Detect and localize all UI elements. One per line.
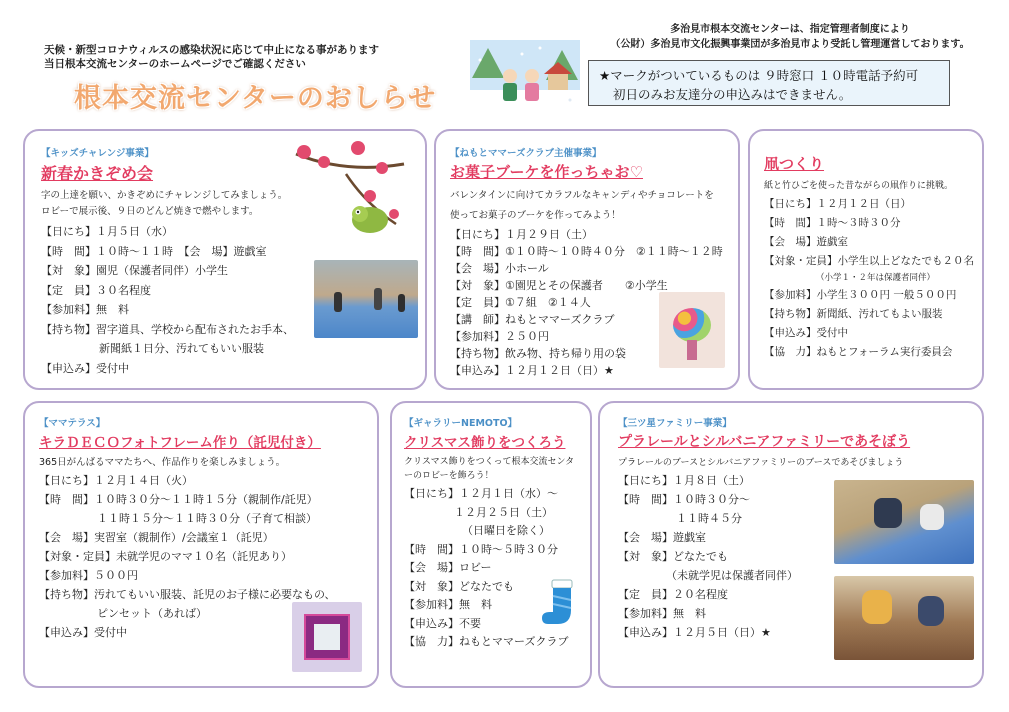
card-title: お菓子ブーケを作っちゃお♡ <box>450 163 643 181</box>
card-desc-1: プラレールのブースとシルバニアファミリーのブースであそびましょう <box>618 458 904 468</box>
card-title: 新春かきぞめ会 <box>41 164 154 183</box>
info-row: （未就学児は保護者同伴） <box>666 569 798 582</box>
info-row: １１時１５分～１１時３０分（子育て相談） <box>97 512 317 525</box>
info-row: 【協 力】ねもとママーズクラブ <box>404 635 569 648</box>
info-row: 【申込み】１２月５日（日）★ <box>618 626 771 639</box>
info-row: 【申込み】受付中 <box>764 327 848 339</box>
card-desc-1: バレンタインに向けてカラフルなキャンディやチョコレートを <box>450 190 714 201</box>
plum-blossom-bird-illustration <box>286 134 410 249</box>
deco-frame-photo <box>292 602 362 672</box>
info-row: 【時 間】１０時～１１時 【会 場】遊戯室 <box>41 244 267 258</box>
management-line-2: （公財）多治見市文化振興事業団が多治見市より受託し管理運営しております。 <box>610 39 970 50</box>
info-row: 【日にち】１月２９日（土） <box>450 228 593 241</box>
page-title: 根本交流センターのおしらせ <box>74 83 437 114</box>
info-row: 【講 師】ねもとママーズクラブ <box>450 313 615 326</box>
info-row: 【会 場】ロビー <box>404 561 492 574</box>
management-notice <box>580 22 1000 52</box>
info-row: 【参加料】５００円 <box>39 569 138 582</box>
card-title: 凧つくり <box>764 155 825 173</box>
plarail-play-photo <box>834 480 974 564</box>
info-row: 【参加料】無 料 <box>41 303 129 316</box>
info-row: 【定 員】①７組 ②１４人 <box>450 296 591 309</box>
card-kite-making <box>748 129 984 390</box>
info-row: 【時 間】①１０時～１０時４０分 ②１１時～１２時 <box>450 245 723 258</box>
info-row: 【定 員】３０名程度 <box>41 283 151 297</box>
notice-line-1: 天候・新型コロナウィルスの感染状況に応じて中止になる事があります <box>44 44 380 56</box>
info-note: （小学１・２年は保護者同伴） <box>816 273 936 283</box>
card-tag: 【三ツ星ファミリー事業】 <box>618 418 732 429</box>
info-row: １２月２５日（土） <box>454 505 553 519</box>
card-desc-1: 紙と竹ひごを使った昔ながらの凧作りに挑戦。 <box>764 181 954 191</box>
card-tag: 【キッズチャレンジ事業】 <box>41 148 154 159</box>
info-row: 【持ち物】汚れてもいい服装、託児のお子様に必要なもの、 <box>39 588 336 601</box>
info-row: 【対象・定員】小学生以上どなたでも２０名 <box>764 255 974 267</box>
info-row: 【会 場】遊戯室 <box>618 531 706 544</box>
info-row: 【時 間】１時～３時３０分 <box>764 217 901 229</box>
card-desc-2: 使ってお菓子のブーケを作ってみよう！ <box>450 210 621 221</box>
info-row: 【対 象】園児（保護者同伴）小学生 <box>41 264 228 277</box>
info-row: 【対 象】どなたでも <box>618 550 728 563</box>
info-row: 【対 象】①園児とその保護者 ②小学生 <box>450 279 668 292</box>
card-desc-1: 365日がんばるママたちへ、作品作りを楽しみましょう。 <box>39 457 286 468</box>
winter-children-illustration <box>470 40 580 116</box>
info-row: 【会 場】遊戯室 <box>764 236 848 248</box>
info-row: 【参加料】無 料 <box>618 607 706 620</box>
management-line-1: 多治見市根本交流センターは、指定管理者制度により <box>670 24 910 35</box>
card-desc-2: ロビーで展示後、９日のどんど焼きで燃やします。 <box>41 206 259 217</box>
info-row: 【日にち】１月８日（土） <box>618 474 750 487</box>
info-row: 【持ち物】習字道具、学校から配布されたお手本、 <box>41 322 294 336</box>
info-row: 【参加料】小学生３００円 一般５００円 <box>764 289 957 301</box>
card-title: クリスマス飾りをつくろう <box>404 435 566 451</box>
info-row: 【協 力】ねもとフォーラム実行委員会 <box>764 346 953 358</box>
info-row: 【申込み】受付中 <box>41 361 129 375</box>
info-row: 【参加料】２５０円 <box>450 330 549 343</box>
card-tag: 【ねもとママーズクラブ主催事業】 <box>450 148 602 159</box>
info-row: ピンセット（あれば） <box>97 607 207 620</box>
info-row: 【日にち】１２月１４日（火） <box>39 474 193 487</box>
info-row: １１時４５分 <box>676 512 742 525</box>
info-row: 【参加料】無 料 <box>404 598 492 611</box>
notice-line-2: 当日根本交流センターのホームページでご確認ください <box>44 58 306 70</box>
info-row: 【申込み】１２月１２日（日）★ <box>450 364 614 377</box>
card-tag: 【ギャラリーNEMOTO】 <box>404 418 518 429</box>
info-row: 【日にち】１月５日（水） <box>41 225 173 238</box>
notice <box>44 43 379 71</box>
card-desc-1: クリスマス飾りをつくって根本交流センタ <box>404 457 575 467</box>
card-title: キラＤＥＣＯフォトフレーム作り（託児付き） <box>39 435 321 451</box>
info-row: 【対象・定員】未就学児のママ１０名（託児あり） <box>39 550 292 563</box>
info-row: 【申込み】受付中 <box>39 626 127 639</box>
info-row: 【日にち】１２月１日（水）～ <box>404 487 558 500</box>
candy-bouquet-photo <box>659 292 725 368</box>
sylvanian-play-photo <box>834 576 974 660</box>
info-row: 新聞紙１日分、汚れてもいい服装 <box>99 342 264 355</box>
info-row: 【会 場】小ホール <box>450 262 549 275</box>
info-row: 【日にち】１２月１２日（日） <box>764 198 911 210</box>
info-row: 【持ち物】飲み物、持ち帰り用の袋 <box>450 347 626 360</box>
info-row: 【時 間】１０時３０分～１１時１５分（親制作/託児） <box>39 493 318 506</box>
info-row: 【時 間】１０時３０分～ <box>618 493 750 506</box>
info-row: 【会 場】実習室（親制作）/会議室１（託児） <box>39 531 274 544</box>
card-christmas-decoration <box>390 401 592 688</box>
star-note-line-2: 初日のみお友達分の申込みはできません。 <box>613 87 852 102</box>
info-row: 【対 象】どなたでも <box>404 579 514 593</box>
info-row: 【定 員】２０名程度 <box>618 588 728 601</box>
card-tag: 【ママテラス】 <box>39 418 106 429</box>
star-reservation-note <box>588 60 950 106</box>
calligraphy-event-photo <box>314 260 418 338</box>
info-row: 【時 間】１０時～５時３０分 <box>404 542 558 556</box>
card-title: プラレールとシルバニアファミリーであそぼう <box>618 434 911 450</box>
card-desc-2: ーのロビーを飾ろう！ <box>404 471 494 481</box>
info-row: 【持ち物】新聞紙、汚れてもよい服装 <box>764 308 943 320</box>
info-row: 【申込み】不要 <box>404 616 481 630</box>
info-row: （日曜日を除く） <box>462 524 550 537</box>
star-note-line-1: ★マークがついているものは ９時窓口 １０時電話予約可 <box>599 68 919 83</box>
christmas-stocking-illustration <box>540 578 584 630</box>
card-desc-1: 字の上達を願い、かきぞめにチャレンジしてみましょう。 <box>41 190 288 201</box>
